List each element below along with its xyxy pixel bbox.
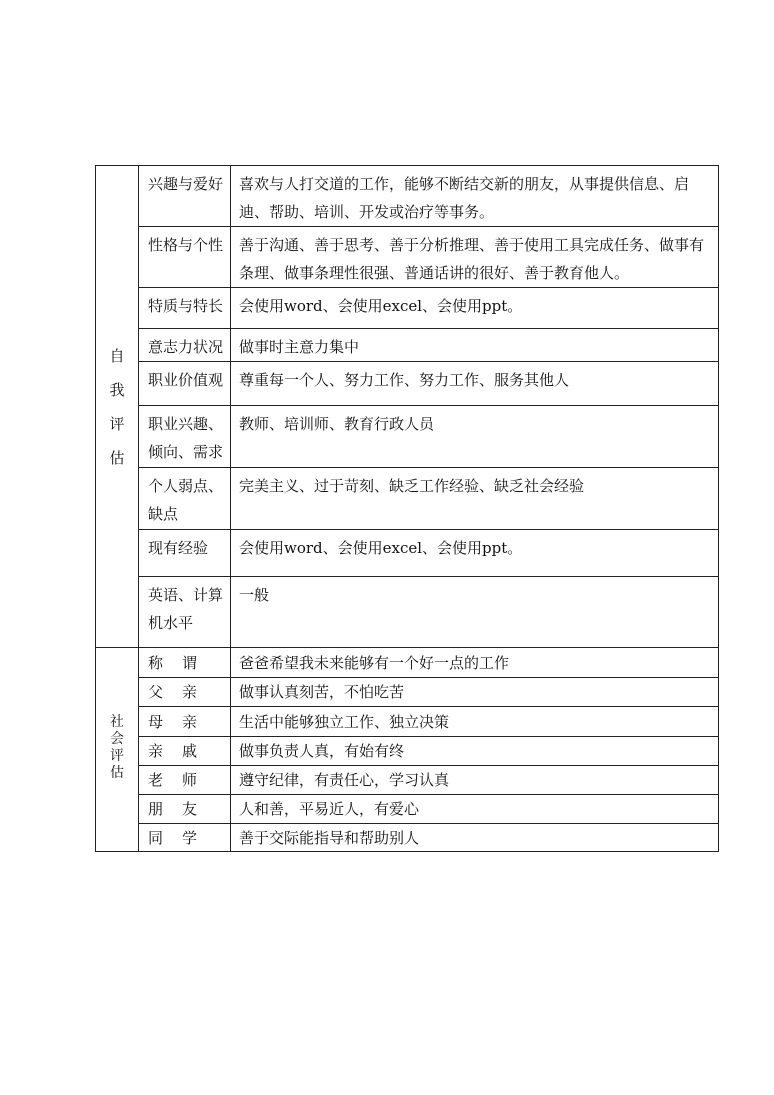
self-assessment-title: 自我评估	[109, 346, 125, 467]
row-value: 生活中能够独立工作、独立决策	[231, 707, 719, 737]
self-assessment-section	[96, 166, 139, 648]
table-row	[96, 530, 719, 577]
table-row	[96, 648, 719, 678]
row-label: 职业兴趣、倾向、需求	[139, 406, 231, 468]
row-value: 做事认真刻苦，不怕吃苦	[231, 678, 719, 707]
row-value: 教师、培训师、教育行政人员	[231, 406, 719, 468]
table-row	[96, 824, 719, 852]
row-value: 会使用word、会使用excel、会使用ppt。	[231, 288, 719, 329]
row-value: 完美主义、过于苛刻、缺乏工作经验、缺乏社会经验	[231, 468, 719, 530]
row-label: 父 亲	[139, 678, 231, 707]
row-label: 兴趣与爱好	[139, 166, 231, 227]
social-assessment-section	[96, 648, 139, 852]
table-row	[96, 468, 719, 530]
row-value: 善于沟通、善于思考、善于分析推理、善于使用工具完成任务、做事有条理、做事条理性很强、普通话讲的很好、善于教育他人。	[231, 227, 719, 288]
row-label: 亲 戚	[139, 737, 231, 766]
table-row	[96, 707, 719, 737]
table-row	[96, 227, 719, 288]
row-value: 遵守纪律，有责任心，学习认真	[231, 766, 719, 795]
table-row	[96, 329, 719, 362]
row-label: 特质与特长	[139, 288, 231, 329]
table-row	[96, 406, 719, 468]
row-value: 做事负责人真，有始有终	[231, 737, 719, 766]
row-label: 同 学	[139, 824, 231, 852]
row-value: 一般	[231, 577, 719, 648]
row-value: 爸爸希望我未来能够有一个好一点的工作	[231, 648, 719, 678]
social-assessment-title: 社会评估	[110, 714, 124, 781]
table-row	[96, 678, 719, 707]
table-row	[96, 766, 719, 795]
table-row	[96, 288, 719, 329]
table-row	[96, 362, 719, 406]
table-row	[96, 577, 719, 648]
row-label: 意志力状况	[139, 329, 231, 362]
row-label: 个人弱点、缺点	[139, 468, 231, 530]
row-label: 老 师	[139, 766, 231, 795]
row-value: 做事时主意力集中	[231, 329, 719, 362]
row-label: 职业价值观	[139, 362, 231, 406]
table-row	[96, 795, 719, 824]
table-row	[96, 166, 719, 227]
row-value: 人和善，平易近人，有爱心	[231, 795, 719, 824]
row-label: 性格与个性	[139, 227, 231, 288]
row-value: 会使用word、会使用excel、会使用ppt。	[231, 530, 719, 577]
row-value: 善于交际能指导和帮助别人	[231, 824, 719, 852]
row-label: 现有经验	[139, 530, 231, 577]
row-label: 英语、计算机水平	[139, 577, 231, 648]
table-row	[96, 737, 719, 766]
row-label: 朋 友	[139, 795, 231, 824]
row-label: 母 亲	[139, 707, 231, 737]
row-label: 称 谓	[139, 648, 231, 678]
row-value: 尊重每一个人、努力工作、努力工作、服务其他人	[231, 362, 719, 406]
row-value: 喜欢与人打交道的工作，能够不断结交新的朋友，从事提供信息、启迪、帮助、培训、开发或治疗等事务。	[231, 166, 719, 227]
evaluation-table	[95, 165, 719, 852]
